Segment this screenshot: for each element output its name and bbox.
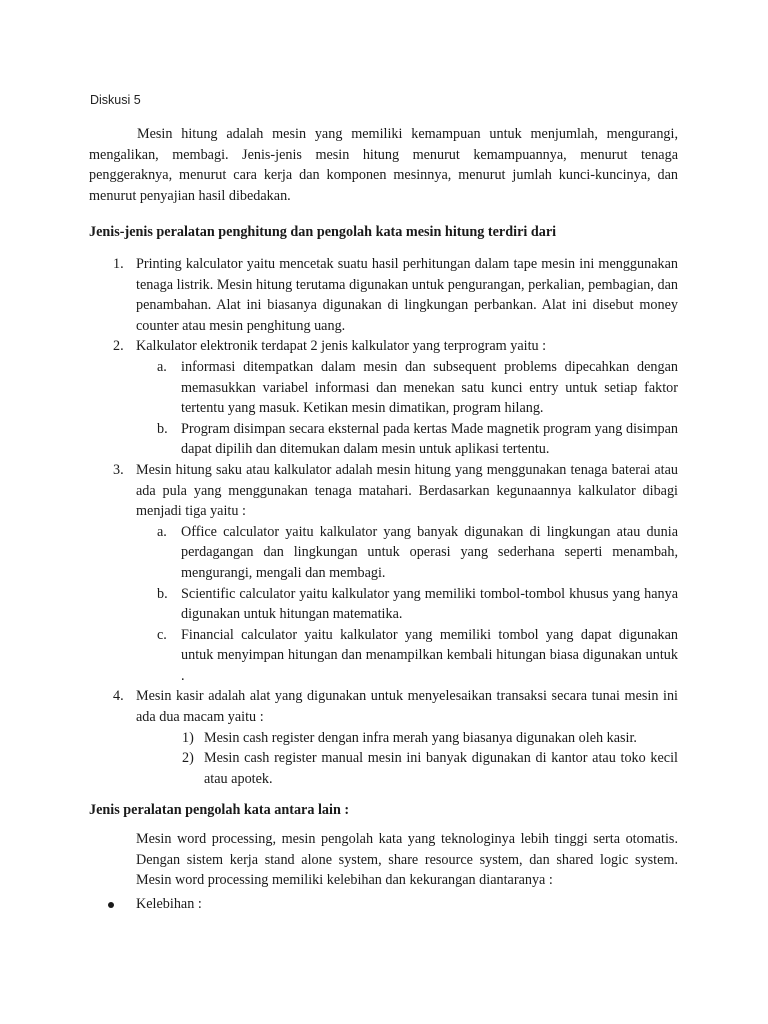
list-item xyxy=(105,686,678,789)
word-processing-paragraph: Mesin word processing, mesin pengolah kata yang teknologinya lebih tinggi serta otomatis. Dengan sistem kerja stand alone system, share resource system, dan shared logic system. Mesin word processing memiliki kelebihan dan kekurangan diantaranya : xyxy=(136,831,678,889)
sub-list-text: Office calculator yaitu kalkulator yang banyak digunakan di lingkungan atau dunia perdagangan dan lingkungan untuk operasi yang sederhana seperti menambah, mengurangi, mengali dan membagi. xyxy=(181,523,678,581)
numbered-list xyxy=(105,254,678,789)
sub-list-item xyxy=(136,584,678,625)
list-item-text: Kalkulator elektronik terdapat 2 jenis kalkulator yang terprogram yaitu : xyxy=(136,338,547,355)
sub-list-text: Program disimpan secara eksternal pada kertas Made magnetik program yang disimpan dapat dipilih dan ditemukan dalam mesin untuk aplikasi tertentu. xyxy=(181,420,678,458)
list-item xyxy=(105,336,678,460)
list-item xyxy=(105,254,678,336)
sub-list-letter: c. xyxy=(157,626,167,643)
document-title: Diskusi 5 xyxy=(90,93,141,107)
sub-list-number: 1) xyxy=(182,729,194,746)
sub-list-text: Mesin cash register dengan infra merah yang biasanya digunakan oleh kasir. xyxy=(204,729,637,746)
list-item-number: 1. xyxy=(113,256,124,272)
list-item-text: Mesin hitung saku atau kalkulator adalah mesin hitung yang menggunakan tenaga baterai atau ada pula yang menggunakan tenaga matahari. Berdasarkan kegunaannya kalkulator dibagi menjadi tiga yaitu : xyxy=(136,461,678,520)
sub-list-letter: b. xyxy=(157,420,168,437)
sub-list-letter: a. xyxy=(157,523,167,540)
sub-list-letter: a. xyxy=(157,358,167,375)
sub-list-text: Scientific calculator yaitu kalkulator yang memiliki tombol-tombol khusus yang hanya digunakan untuk hitungan matematika. xyxy=(181,585,678,623)
sub-list-number: 2) xyxy=(182,750,194,767)
sub-list xyxy=(136,357,678,460)
list-item-text: Mesin kasir adalah alat yang digunakan untuk menyelesaikan transaksi secara tunai mesin ini ada dua macam yaitu : xyxy=(136,688,678,726)
sub-list-item xyxy=(136,748,678,789)
list-item-number: 2. xyxy=(113,338,124,355)
intro-paragraph: Mesin hitung adalah mesin yang memiliki kemampuan untuk menjumlah, mengurangi, mengalikan, membagi. Jenis-jenis mesin hitung menurut kemampuannya, menurut tenaga penggeraknya, menurut cara kerja dan komponen mesinnya, menurut jumlah kunci-kuncinya, dan menurut penyajian hasil dibedakan. xyxy=(89,126,678,204)
sub-list-item xyxy=(136,357,678,419)
sub-list xyxy=(136,522,678,687)
bullet-text: Kelebihan : xyxy=(136,896,202,912)
sub-list-item xyxy=(136,625,678,687)
bullet-icon xyxy=(108,902,114,908)
sub-list-item xyxy=(136,728,678,749)
sub-list-item xyxy=(136,419,678,460)
list-item-number: 3. xyxy=(113,461,124,478)
section-heading-word-processing: Jenis peralatan pengolah kata antara lain : xyxy=(89,802,350,818)
sub-list-text: Mesin cash register manual mesin ini banyak digunakan di kantor atau toko kecil atau apotek. xyxy=(204,750,678,787)
list-item-number: 4. xyxy=(113,688,124,705)
list-item-text: Printing kalculator yaitu mencetak suatu hasil perhitungan dalam tape mesin ini menggunakan tenaga listrik. Mesin hitung terutama digunakan untuk pengurangan, perkalian, pembagian, dan penambahan. Alat ini biasanya digunakan di lingkungan perbankan. Alat ini disebut money counter atau mesin penghitung uang. xyxy=(136,256,678,334)
sub-list-text: Financial calculator yaitu kalkulator yang memiliki tombol yang dapat digunakan untuk menyimpan hitungan dan menampilkan kembali hitungan biasa digunakan untuk . xyxy=(181,626,678,684)
sub-list xyxy=(136,728,678,790)
sub-list-item xyxy=(136,522,678,584)
section-heading-calculators: Jenis-jenis peralatan penghitung dan pengolah kata mesin hitung terdiri dari xyxy=(89,224,557,240)
sub-list-letter: b. xyxy=(157,585,168,602)
sub-list-text: informasi ditempatkan dalam mesin dan subsequent problems dipecahkan dengan memasukkan variabel informasi dan menekan satu kunci entry untuk setiap faktor tertentu yang masuk. Ketikan mesin dimatikan, program hilang. xyxy=(181,358,678,417)
list-item xyxy=(105,460,678,687)
